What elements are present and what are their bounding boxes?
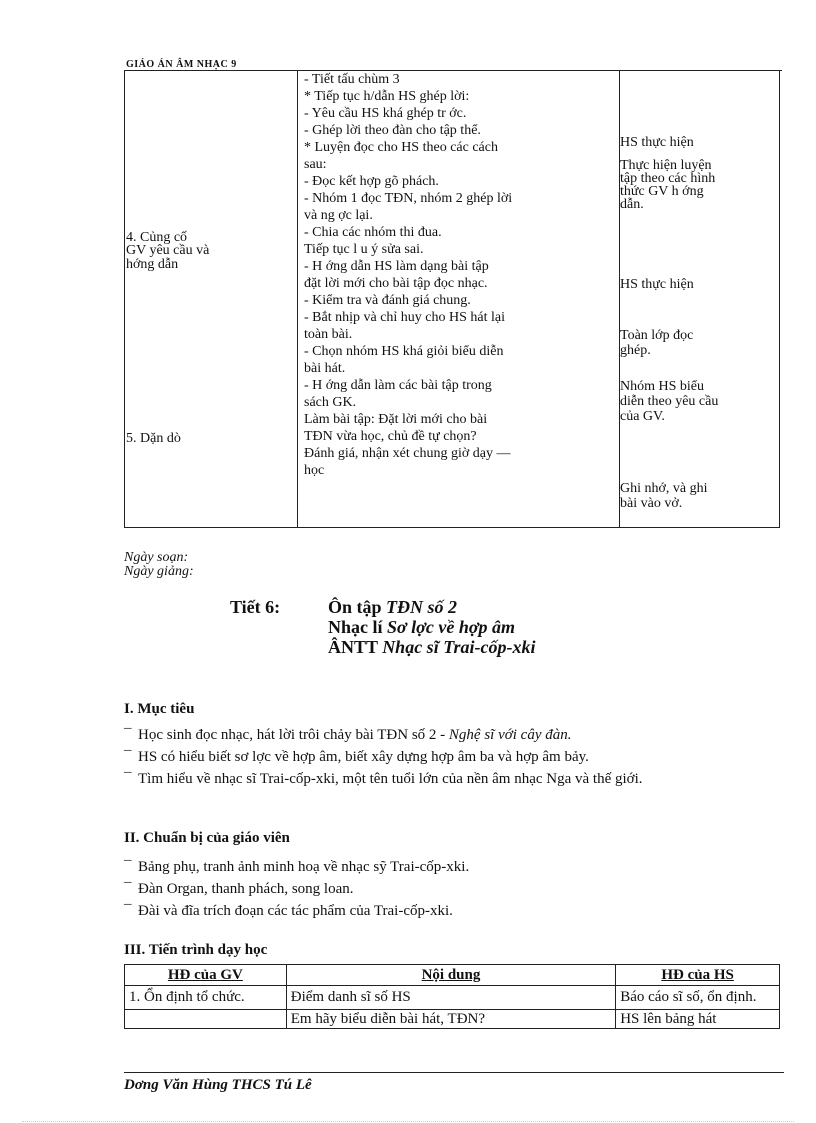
table-line: * Tiếp tục h/dẫn HS ghép lời: <box>304 89 470 104</box>
table-line: bài hát. <box>304 361 346 376</box>
table-cell: Báo cáo sĩ số, ổn định. <box>616 986 780 1010</box>
table-line: - Yêu cầu HS khá ghép tr ớc. <box>304 106 467 121</box>
table-header-row <box>125 965 780 986</box>
table-line: - Nhóm 1 đọc TĐN, nhóm 2 ghép lời <box>304 191 513 206</box>
table-line: Làm bài tập: Đặt lời mới cho bài <box>304 412 488 427</box>
section-title: III. Tiến trình dạy học <box>124 942 268 958</box>
table-line: tập theo các hình <box>620 171 716 186</box>
table-cell: Em hãy biểu diễn bài hát, TĐN? <box>286 1010 615 1029</box>
table-line: - Chia các nhóm thi đua. <box>304 225 442 240</box>
list-item: ¯ Đàn Organ, thanh phách, song loan. <box>124 881 354 897</box>
page-footer: Dơng Văn Hùng THCS Tú Lê <box>124 1077 312 1093</box>
table-line: bài vào vở. <box>620 496 683 511</box>
table-cell <box>125 1010 287 1029</box>
page-cutoff <box>124 1057 784 1067</box>
table-line: đặt lời mới cho bài tập đọc nhạc. <box>304 276 488 291</box>
table-line: - Kiểm tra và đánh giá chung. <box>304 293 471 308</box>
objectives-list <box>124 724 784 790</box>
column-header: HĐ của HS <box>616 965 780 986</box>
lesson-dates <box>124 551 194 579</box>
table-line: thức GV h ớng <box>620 184 704 199</box>
section-title: I. Mục tiêu <box>124 701 195 717</box>
table-line: dẫn. <box>620 197 644 212</box>
list-item: ¯ Học sinh đọc nhạc, hát lời trôi chảy bài TĐN số 2 - Nghệ sĩ với cây đàn. <box>124 727 572 743</box>
table-cell: HS lên bảng hát <box>616 1010 780 1029</box>
teach-date-label: Ngày giảng: <box>124 564 194 579</box>
table-line: học <box>304 463 325 478</box>
table-line: 5. Dặn dò <box>126 431 181 446</box>
list-item: ¯ Tìm hiểu về nhạc sĩ Trai-cốp-xki, một tên tuổi lớn của nền âm nhạc Nga và thế giới. <box>124 771 643 787</box>
table-line: và ng ợc lại. <box>304 208 373 223</box>
section-title: II. Chuẩn bị của giáo viên <box>124 830 290 846</box>
table-line: - H ớng dẫn HS làm dạng bài tập <box>304 259 489 274</box>
preparation-list <box>124 856 784 922</box>
lesson-topic: ÂNTT Nhạc sĩ Trai-cốp-xki <box>328 637 536 657</box>
prep-date-label: Ngày soạn: <box>124 550 189 565</box>
table-line: hớng dẫn <box>126 257 179 272</box>
table-line: của GV. <box>620 409 665 424</box>
table-line: 4. Củng cố <box>126 230 188 245</box>
list-item: ¯ Đài và đĩa trích đoạn các tác phẩm của Trai-cốp-xki. <box>124 903 453 919</box>
table-line: HS thực hiện <box>620 277 694 292</box>
table-line: diễn theo yêu cầu <box>620 394 719 409</box>
procedure-table <box>124 964 780 1029</box>
table-line: * Luyện đọc cho HS theo các cách <box>304 140 498 155</box>
table-line: toàn bài. <box>304 327 353 342</box>
page-header: GIÁO ÁN ÂM NHẠC 9 <box>126 59 237 70</box>
table-line: HS thực hiện <box>620 135 694 150</box>
table-line: - Tiết tấu chùm 3 <box>304 72 400 87</box>
table-line: TĐN vừa học, chủ đề tự chọn? <box>304 429 477 444</box>
table-line: ghép. <box>620 343 651 358</box>
table-line: GV yêu cầu và <box>126 243 210 258</box>
table-line: Nhóm HS biểu <box>620 379 704 394</box>
table-line: Toàn lớp đọc <box>620 328 694 343</box>
footer-rule <box>124 1072 784 1073</box>
table-line: Thực hiện luyện <box>620 158 712 173</box>
table-line: Ghi nhớ, và ghi <box>620 481 708 496</box>
table-line: Tiếp tục l u ý sửa sai. <box>304 242 424 257</box>
table-line: - Đọc kết hợp gõ phách. <box>304 174 439 189</box>
table-line: sách GK. <box>304 395 357 410</box>
lesson-topics <box>328 597 536 657</box>
list-item: ¯ HS có hiểu biết sơ lợc về hợp âm, biết xây dựng hợp âm ba và hợp âm bảy. <box>124 749 589 765</box>
lesson-topic: Ôn tập TĐN số 2 <box>328 597 458 617</box>
table-row <box>125 1010 780 1029</box>
table-row <box>125 986 780 1010</box>
list-item: ¯ Bảng phụ, tranh ảnh minh hoạ về nhạc sỹ Trai-cốp-xki. <box>124 859 470 875</box>
table-line: - Ghép lời theo đàn cho tập thể. <box>304 123 481 138</box>
lesson-topic: Nhạc lí Sơ lợc về hợp âm <box>328 617 515 637</box>
table-line: Đánh giá, nhận xét chung giờ dạy — <box>304 446 511 461</box>
column-header: Nội dung <box>286 965 615 986</box>
table-line: - Chọn nhóm HS khá giỏi biểu diễn <box>304 344 504 359</box>
page-bottom-edge <box>22 1121 794 1122</box>
table-cell: 1. Ổn định tổ chức. <box>125 986 287 1010</box>
table-cell: Điểm danh sĩ số HS <box>286 986 615 1010</box>
column-header: HĐ của GV <box>125 965 287 986</box>
table-divider <box>297 71 298 527</box>
table-line: - H ớng dẫn làm các bài tập trong <box>304 378 492 393</box>
table-line: - Bắt nhịp và chỉ huy cho HS hát lại <box>304 310 506 325</box>
lesson-number: Tiết 6: <box>230 597 281 617</box>
table-line: sau: <box>304 157 327 172</box>
